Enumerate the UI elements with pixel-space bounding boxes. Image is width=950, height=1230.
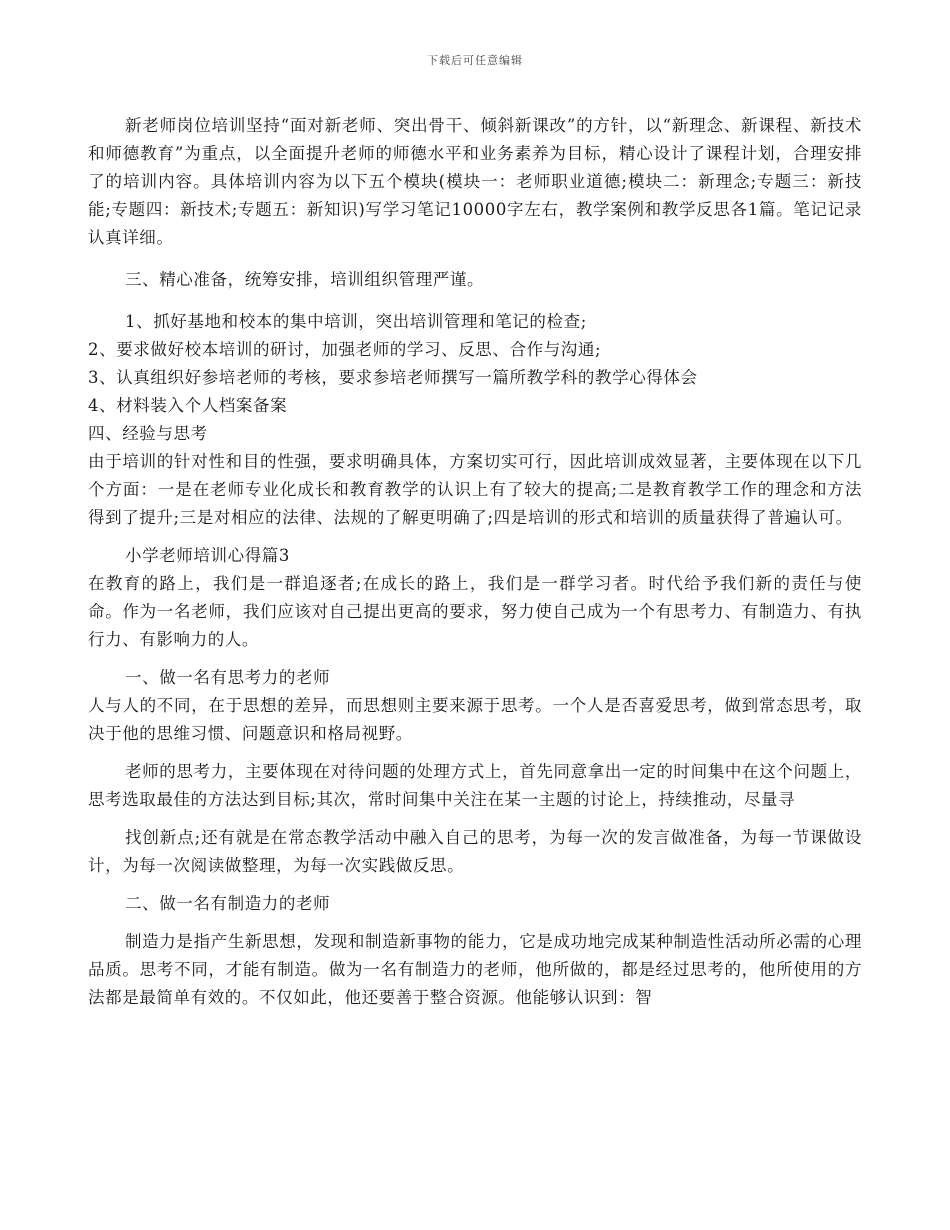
paragraph-creativity: 制造力是指产生新思想，发现和制造新事物的能力，它是成功地完成某种制造性活动所必需的心理品质。思考不同，才能有制造。做为一名有制造力的老师，他所做的，都是经过思考的，他所使用的方法都是最简单有效的。不仅如此，他还要善于整合资源。他能够认识到：智 [88, 932, 862, 1007]
paragraph-thinking-3: 找创新点;还有就是在常态教学活动中融入自己的思考，为每一次的发言做准备，为每一节课做设计，为每一次阅读做整理，为每一次实践做反思。 [88, 828, 862, 875]
paragraph-intro: 在教育的路上，我们是一群追逐者;在成长的路上，我们是一群学习者。时代给予我们新的责任与使命。作为一名老师，我们应该对自己提出更高的要求，努力使自己成为一个有思考力、有制造力、有执行力、有影响力的人。 [88, 574, 862, 649]
heading-section-3: 三、精心准备，统筹安排，培训组织管理严谨。 [125, 270, 485, 289]
list-item-2: 2、要求做好校本培训的研讨，加强老师的学习、反思、合作与沟通; [88, 340, 602, 359]
list-item-1: 1、抓好基地和校本的集中培训，突出培训管理和笔记的检查; [125, 312, 587, 331]
list-item-4: 4、材料装入个人档案备案 [88, 396, 288, 415]
heading-thinking-teacher: 一、做一名有思考力的老师 [125, 668, 331, 687]
list-item-3: 3、认真组织好参培老师的考核，要求参培老师撰写一篇所教学科的教学心得体会 [88, 368, 698, 387]
document-body [88, 112, 862, 1012]
paragraph-experience: 由于培训的针对性和目的性强，要求明确具体，方案切实可行，因此培训成效显著，主要体现在以下几个方面：一是在老师专业化成长和教育教学的认识上有了较大的提高;二是教育教学工作的理念和方法得到了提升;三是对相应的法律、法规的了解更明确了;四是培训的形式和培训的质量获得了普遍认可。 [88, 452, 862, 527]
heading-section-4: 四、经验与思考 [88, 424, 208, 443]
paragraph-training-content: 新老师岗位培训坚持“面对新老师、突出骨干、倾斜新课改”的方针，以“新理念、新课程、新技术和师德教育”为重点，以全面提升老师的师德水平和业务素养为目标，精心设计了课程计划，合理安排了的培训内容。具体培训内容为以下五个模块(模块一：老师职业道德;模块二：新理念;专题三：新技能;专题四：新技术;专题五：新知识)写学习笔记10000字左右，教学案例和教学反思各1篇。笔记记录认真详细。 [88, 116, 862, 247]
paragraph-thinking-2: 老师的思考力，主要体现在对待问题的处理方式上，首先同意拿出一定的时间集中在这个问题上，思考选取最佳的方法达到目标;其次，常时间集中关注在某一主题的讨论上，持续推动，尽量寻 [88, 762, 862, 809]
heading-creative-teacher: 二、做一名有制造力的老师 [125, 894, 331, 913]
page-header: 下载后可任意编辑 [427, 54, 523, 67]
article-title-part-3: 小学老师培训心得篇3 [125, 546, 290, 565]
paragraph-thinking-1: 人与人的不同，在于思想的差异，而思想则主要来源于思考。一个人是否喜爱思考，做到常态思考，取决于他的思维习惯、问题意识和格局视野。 [88, 696, 862, 743]
